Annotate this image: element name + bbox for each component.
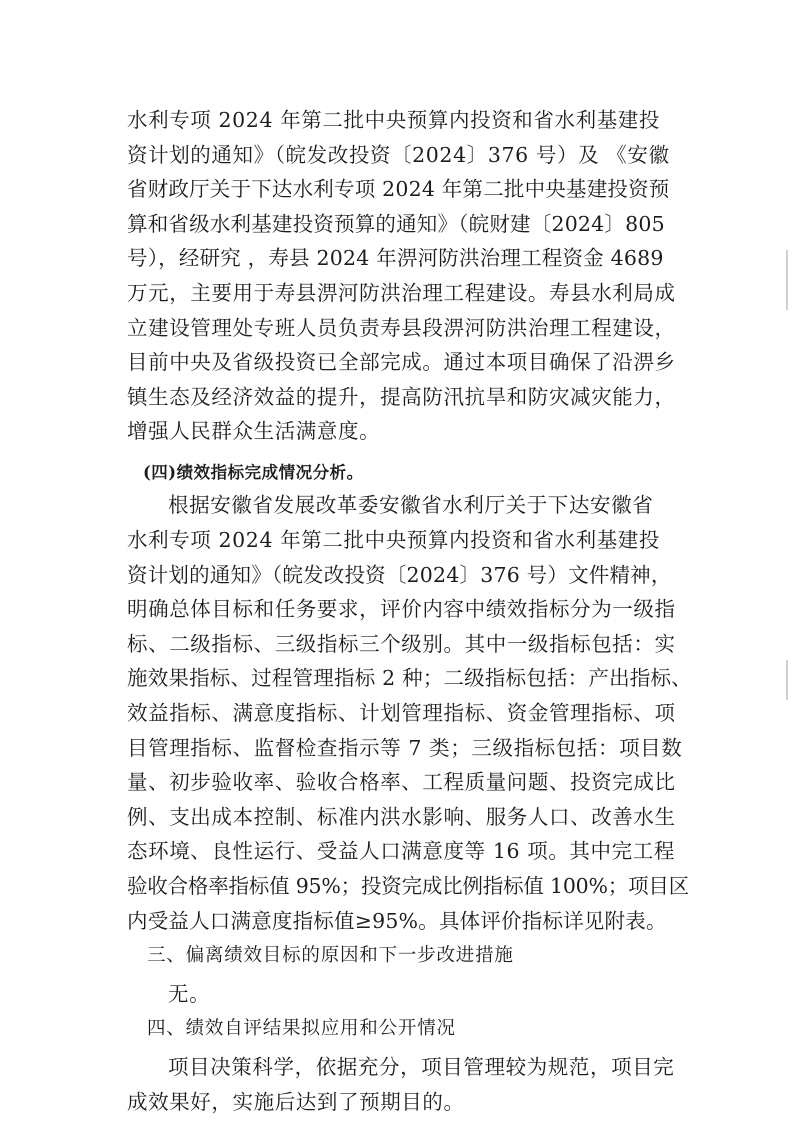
paragraph-line: 明确总体目标和任务要求，评价内容中绩效指标分为一级指 — [127, 597, 676, 622]
paragraph-line: 项目决策科学，依据充分，项目管理较为规范，项目完 — [168, 1054, 675, 1079]
paragraph-line: 水利专项 2024 年第二批中央预算内投资和省水利基建投 — [127, 528, 661, 552]
paragraph-line: 增强人民群众生活满意度。 — [127, 419, 381, 444]
paragraph-line: 目前中央及省级投资已全部完成。通过本项目确保了沿淠乡 — [127, 350, 676, 375]
paragraph-line: 号），经研究 ，寿县 2024 年淠河防洪治理工程资金 4689 — [127, 246, 664, 271]
paragraph-line: 目管理指标、监督检查指示等 7 类；三级指标包括：项目数 — [127, 735, 683, 760]
section-heading: 四、绩效自评结果拟应用和公开情况 — [147, 1017, 456, 1039]
paragraph-line: 标、二级指标、三级指标三个级别。其中一级指标包括：实 — [127, 631, 676, 656]
scan-edge-mark — [786, 660, 788, 700]
paragraph-line: 水利专项 2024 年第二批中央预算内投资和省水利基建投 — [127, 108, 661, 132]
paragraph-line: 施效果指标、过程管理指标 2 种；二级指标包括：产出指标、 — [127, 666, 692, 691]
paragraph-line: 万元，主要用于寿县淠河防洪治理工程建设。寿县水利局成 — [127, 281, 676, 305]
paragraph-line: 效益指标、满意度指标、计划管理指标、资金管理指标、项 — [127, 701, 676, 725]
paragraph-line: 无。 — [168, 981, 211, 1006]
paragraph-line: 算和省级水利基建投资预算的通知》（皖财建〔2024〕805 — [127, 211, 665, 236]
paragraph-line: 量、初步验收率、验收合格率、工程质量问题、投资完成比 — [127, 770, 676, 795]
paragraph-line: 资计划的通知》（皖发改投资〔2024〕376 号）文件精神， — [127, 562, 672, 587]
scan-edge-mark — [786, 250, 788, 310]
paragraph-line: 态环境、良性运行、受益人口满意度等 16 项。其中完工程 — [127, 839, 675, 864]
paragraph-line: 立建设管理处专班人员负责寿县段淠河防洪治理工程建设， — [127, 315, 676, 340]
paragraph-line: 镇生态及经济效益的提升，提高防汛抗旱和防灾减灾能力， — [127, 384, 676, 409]
paragraph-line: 根据安徽省发展改革委安徽省水利厅关于下达安徽省 — [168, 493, 654, 518]
section-heading: 三、偏离绩效目标的原因和下一步改进措施 — [147, 944, 514, 966]
paragraph-line: 省财政厅关于下达水利专项 2024 年第二批中央基建投资预 — [127, 177, 670, 202]
paragraph-line: 内受益人口满意度指标值≥95%。具体评价指标详见附表。 — [127, 908, 667, 933]
section-subheading: (四)绩效指标完成情况分析。 — [143, 463, 364, 483]
paragraph-line: 资计划的通知》（皖发改投资〔2024〕376 号）及 《安徽 — [127, 142, 670, 167]
paragraph-line: 例、支出成本控制、标准内洪水影响、服务人口、改善水生 — [127, 804, 676, 829]
paragraph-line: 成效果好，实施后达到了预期目的。 — [127, 1089, 465, 1114]
paragraph-line: 验收合格率指标值 95%；投资完成比例指标值 100%；项目区 — [127, 874, 690, 898]
